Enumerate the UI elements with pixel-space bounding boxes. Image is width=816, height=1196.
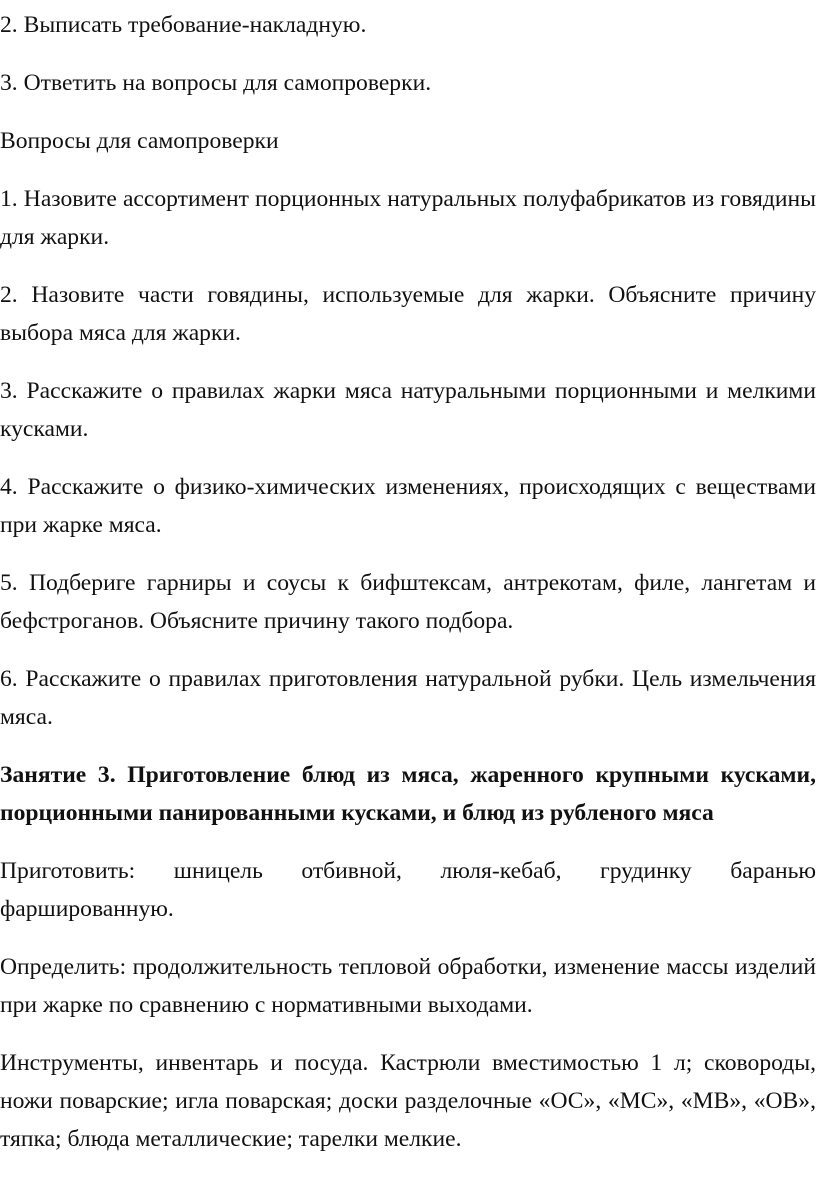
task-item-2: 2. Выписать требование-накладную. [0,12,367,38]
question-3: 3. Расскажите о правилах жарки мяса натуральными порционными и мелкими кусками. [0,378,816,442]
determine-paragraph: Определить: продолжительность тепловой обработки, изменение массы изделий при жарке по сравнению с нормативными выходами. [0,954,816,1018]
questions-title: Вопросы для самопроверки [0,128,279,154]
question-6: 6. Расскажите о правилах приготовления натуральной рубки. Цель измельчения мяса. [0,666,816,730]
question-2: 2. Назовите части говядины, используемые для жарки. Объясните причину выбора мяса для жарки. [0,282,816,346]
tools-paragraph: Инструменты, инвентарь и посуда. Кастрюли вместимостью 1 л; сковороды, ножи поварские; игла поварская; доски разделочные «ОС», «МС», «МВ», «ОВ», тяпка; блюда металлические; тарелки мелкие. [0,1050,816,1152]
question-1: 1. Назовите ассортимент порционных натуральных полуфабрикатов из говядины для жарки. [0,186,816,250]
question-4: 4. Расскажите о физико-химических изменениях, происходящих с веществами при жарке мяса. [0,474,816,538]
lesson-3-heading: Занятие 3. Приготовление блюд из мяса, жаренного крупными кусками, порционными панированными кусками, и блюд из рубленого мяса [0,762,816,826]
task-item-3: 3. Ответить на вопросы для самопроверки. [0,70,432,96]
prepare-paragraph: Приготовить: шницель отбивной, люля-кебаб, грудинку баранью фаршированную. [0,858,816,922]
question-5: 5. Подбериге гарниры и соусы к бифштексам, антрекотам, филе, лангетам и бефстроганов. Объясните причину такого подбора. [0,570,816,634]
